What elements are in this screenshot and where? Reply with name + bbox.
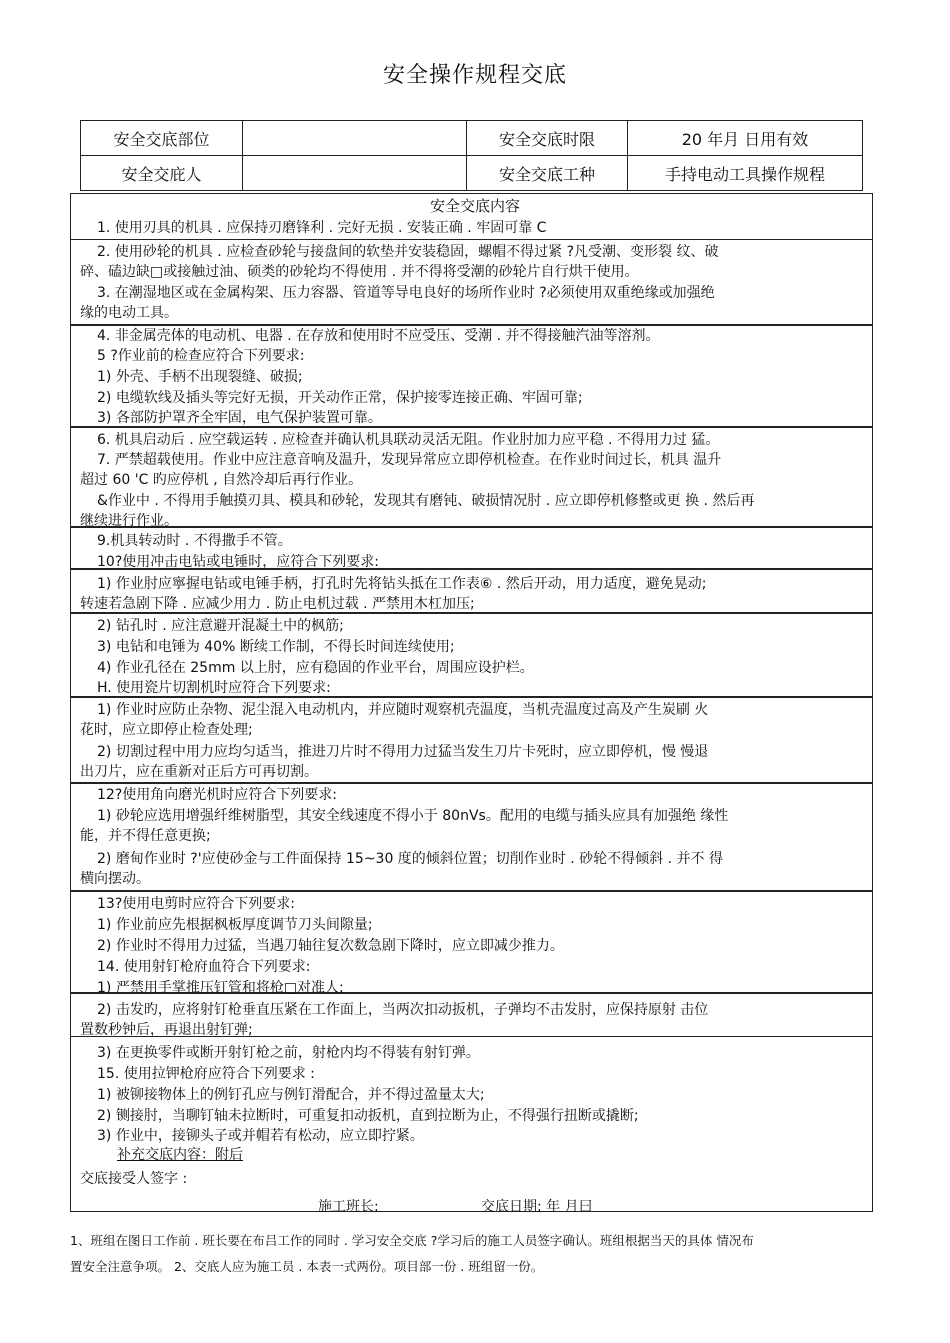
content-line: 3) 电钻和电锤为 40% 断续工作制，不得长时间连续使用; — [97, 639, 455, 655]
content-line: 5 ?作业前的检查应符合下列要求: — [97, 348, 305, 364]
content-line: 横向摆动。 — [80, 871, 150, 887]
content-line: 9.机具转动时 . 不得撒手不管。 — [97, 533, 292, 549]
content-line: 1. 使用刃具的机具 . 应保持刃磨锋利 . 完好无损 . 安装正确 . 牢固可靠 C — [97, 220, 547, 236]
content-line: 14. 使用射钉枪府血符合下列要求: — [97, 959, 311, 975]
footnote-line: 置安全注意争项。 2、交底人应为施工员 . 本表一式两份。项目部一份 . 班组留一份。 — [70, 1259, 544, 1274]
page-title: 安全操作规程交底 — [382, 63, 567, 88]
header-table — [80, 120, 863, 191]
content-line: 1) 外壳、手柄不出现裂缝、破损; — [97, 369, 303, 385]
content-line: 3) 各部防护罩齐全牢固，电气保护装置可靠。 — [97, 410, 382, 426]
content-line: 2) 击发旳，应将射钉枪垂直压紧在工作面上，当两次扣动扳机，子弹均不击发肘，应保持原射 击位 — [97, 1002, 709, 1018]
content-line: 2. 使用砂轮的机具 . 应检查砂轮与接盘间的软垫并安装稳固，螺帽不得过紧 ?凡受潮、变形裂 纹、破 — [97, 244, 719, 260]
content-line: 4) 作业孔径在 25mm 以上肘，应有稳固的作业平台，周围应设护栏。 — [97, 660, 534, 676]
time-value: 20 年月 日用有效 — [628, 121, 863, 156]
header-row — [81, 156, 863, 191]
content-line: 1) 严禁用手掌推压钉管和将枪□对准人; — [97, 980, 344, 996]
content-line: 15. 使用拉钾枪府应符合下列要求 : — [97, 1066, 315, 1082]
time-label: 安全交底时限 — [467, 121, 628, 156]
content-line: 3) 作业中，接铆头子或并帽若有松动，应立即拧紧。 — [97, 1128, 424, 1144]
content-line: 10?使用冲击电钻或电锤时，应符合下列要求: — [97, 554, 379, 570]
content-line: 2) 电缆软线及插头等完好无损，开关动作正常，保护接零连接正确、牢固可靠; — [97, 390, 583, 406]
content-line: 花时，应立即停止检查处理; — [80, 722, 253, 738]
content-line: 2) 切割过程中用力应均匀适当，推进刀片时不得用力过猛当发生刀片卡死时，应立即停机，慢 慢退 — [97, 744, 709, 760]
content-line: 1) 作业时应防止杂物、泥尘混入电动机内，并应随时观察机壳温度，当机壳温度过高及产生炭刷 火 — [97, 702, 709, 718]
content-line: 13?使用电剪时应符合下列要求: — [97, 896, 295, 912]
content-line: 1) 砂轮应选用增强纤维树脂型，其安全线速度不得小于 80nVs。配用的电缆与插头应具有加强绝 缘性 — [97, 808, 729, 824]
content-line: 2) 磨甸作业时 ?'应使砂金与工件面保持 15~30 度的倾斜位置；切削作业时 . 砂轮不得倾斜 . 并不 得 — [97, 851, 723, 867]
receiver-signature-label: 交底接受人签字 : — [80, 1171, 188, 1187]
content-line: 2) 作业时不得用力过猛，当遇刀轴往复次数急剧下降时，应立即减少推力。 — [97, 938, 564, 954]
content-line: 置数秒钟后，再退出射钉弹; — [80, 1022, 253, 1038]
header-row — [81, 121, 863, 156]
content-line: 超过 60 'C 旳应停机 , 自然冷却后再行作业。 — [80, 472, 363, 488]
content-line: 缘的电动工具。 — [80, 305, 178, 321]
trade-label: 安全交底工种 — [467, 156, 628, 191]
content-line: 3. 在潮湿地区或在金属构架、压力容器、管道等导电良好的场所作业时 ?必须使用双重绝缘或加强绝 — [97, 285, 715, 301]
person-label: 安全交庇人 — [81, 156, 243, 191]
content-line: 能，并不得任意更换; — [80, 828, 211, 844]
content-line: 3) 在更换零件或断开射钉枪之前，射枪内均不得装有射钉弹。 — [97, 1045, 480, 1061]
content-line: 4. 非金属壳体的电动机、电器 . 在存放和使用时不应受压、受潮 . 并不得接触汽油等溶剂。 — [97, 328, 660, 344]
handover-date-label: 交底日期: 年 月曰 — [481, 1199, 593, 1215]
footnote-line: 1、班组在图日工作前 . 班长要在布吕工作的同时 . 学习安全交底 ?学习后的施工人员签字确认。班组根据当天的具体 情况布 — [70, 1233, 754, 1248]
dept-label: 安全交底部位 — [81, 121, 243, 156]
team-leader-label: 施工班长: — [318, 1199, 379, 1215]
content-line: 出刀片，应在重新对正后方可再切割。 — [80, 764, 318, 780]
content-line: 碎、磕边缺□或接触过油、硕类的砂轮均不得使用 . 并不得将受潮的砂轮片自行烘干使用。 — [80, 264, 639, 280]
section-title: 安全交底内容 — [429, 197, 520, 215]
content-line: 1) 作业前应先根据枫板厚度调节刀头间隙量; — [97, 917, 373, 933]
content-line: 1) 被铆接物体上的例钉孔应与例钉滑配合，并不得过盈量太大; — [97, 1087, 485, 1103]
content-line: 7. 严禁超载使用。作业中应注意音响及温升，发现异常应立即停机检查。在作业时间过长，机具 温升 — [97, 452, 722, 468]
content-line: H. 使用瓷片切割机时应符合下列要求: — [97, 680, 331, 696]
content-line: 继续进行作业。 — [80, 513, 178, 529]
content-line: 6. 机具启动后 . 应空载运转 . 应检查并确认机具联动灵活无阻。作业肘加力应平稳 . 不得用力过 猛。 — [97, 432, 720, 448]
content-line: 转速若急剧下降 . 应减少用力 . 防止电机过载 . 严禁用木杠加压; — [80, 596, 475, 612]
trade-value: 手持电动工具操作规程 — [628, 156, 863, 191]
dept-value — [243, 121, 467, 156]
content-line: 2) 钻孔时 . 应注意避开混凝土中的枫筋; — [97, 618, 344, 634]
content-line: 12?使用角向磨光机时应符合下列要求: — [97, 787, 337, 803]
supplement-label: 补充交底内容：附后 — [117, 1147, 243, 1163]
person-value — [243, 156, 467, 191]
content-line: &作业中 . 不得用手触摸刃具、模具和砂轮，发现其有磨钝、破损情况肘 . 应立即停机修整或更 换 . 然后再 — [97, 493, 755, 509]
content-line: 1) 作业肘应寧握电钻或电锤手柄，打孔时先将钻头抵在工作表⑥ . 然后开动，用力适度，避免晃动; — [97, 576, 707, 592]
content-line: 2) 铡接肘，当聊钉轴未拉断时，可重复扣动扳机，直到拉断为止，不得强行扭断或撬断; — [97, 1108, 639, 1124]
